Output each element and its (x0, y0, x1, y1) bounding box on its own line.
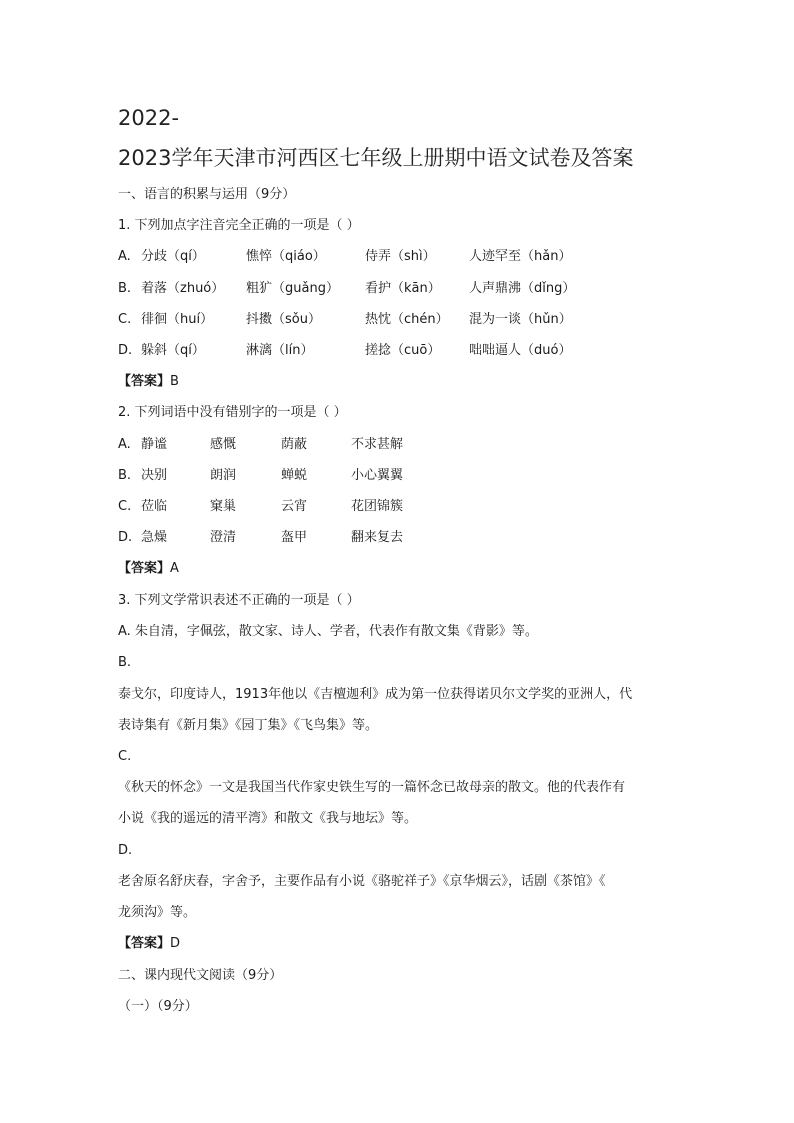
q3-option-d-line-2: 龙须沟》等。 (118, 905, 197, 920)
option-item: 荫蔽 (281, 437, 308, 452)
q2-answer (118, 559, 179, 579)
option-item: 着落（zhuó） (141, 281, 225, 296)
q3-option-d-letter: D. (118, 843, 133, 858)
option-letter: C. (118, 312, 132, 327)
q3-option-b-line-1: 泰戈尔，印度诗人，1913年他以《吉檀迦利》成为第一位获得诺贝尔文学奖的亚洲人，代 (118, 687, 633, 702)
option-item: 侍弄（shì） (365, 249, 436, 264)
option-item: 小心翼翼 (351, 468, 404, 483)
option-item: 抖擞（sǒu） (246, 312, 321, 327)
option-item: 感慨 (210, 437, 237, 452)
option-item: 不求甚解 (351, 437, 404, 452)
q3-option-c-line-2: 小说《我的遥远的清平湾》和散文《我与地坛》等。 (118, 811, 418, 826)
option-letter: A. (118, 437, 131, 452)
title-line-2: 2023学年天津市河西区七年级上册期中语文试卷及答案 (118, 146, 634, 170)
option-letter: B. (118, 468, 132, 483)
option-item: 花团锦簇 (351, 499, 404, 514)
option-item: 憔悴（qiáo） (246, 249, 326, 264)
q3-option-c-line-1: 《秋天的怀念》一文是我国当代作家史铁生写的一篇怀念已故母亲的散文。他的代表作有 (118, 780, 626, 795)
subsection-1-heading: （一）（9分） (118, 999, 198, 1014)
q3-answer (118, 934, 180, 954)
answer-label: 【答案】 (118, 374, 171, 389)
q3-option-b-line-2: 表诗集有《新月集》《园丁集》《飞鸟集》等。 (118, 718, 379, 733)
q3-option-d-line-1: 老舍原名舒庆春，字舍予，主要作品有小说《骆驼祥子》《京华烟云》，话剧《茶馆》《 (118, 874, 606, 889)
option-letter: C. (118, 499, 132, 514)
option-item: 急燥 (141, 530, 168, 545)
option-letter: D. (118, 343, 133, 358)
q3-option-b-letter: B. (118, 655, 132, 670)
option-item: 翻来复去 (351, 530, 404, 545)
option-item: 淋漓（lín） (246, 343, 314, 358)
option-letter: A. (118, 249, 131, 264)
q1-stem: 1. 下列加点字注音完全正确的一项是（ ） (118, 218, 360, 233)
answer-label: 【答案】 (118, 936, 171, 951)
option-item: 静谧 (141, 437, 168, 452)
option-letter: B. (118, 281, 132, 296)
option-item: 窠巢 (210, 499, 237, 514)
option-item: 徘徊（huí） (141, 312, 214, 327)
option-item: 人迹罕至（hǎn） (469, 249, 572, 264)
section-2-heading: 二、课内现代文阅读（9分） (118, 968, 283, 983)
q3-stem: 3. 下列文学常识表述不正确的一项是（ ） (118, 593, 360, 608)
option-item: 澄清 (210, 530, 237, 545)
option-item: 盔甲 (281, 530, 308, 545)
option-item: 热忱（chén） (365, 312, 449, 327)
answer-value: D (170, 936, 181, 951)
option-letter: D. (118, 530, 133, 545)
option-item: 咄咄逼人（duó） (469, 343, 572, 358)
option-item: 搓捻（cuō） (365, 343, 441, 358)
option-item: 决别 (141, 468, 168, 483)
title-line-1: 2022- (118, 106, 180, 130)
option-item: 混为一谈（hǔn） (469, 312, 572, 327)
option-item: 粗犷（guǎng） (246, 281, 339, 296)
option-item: 分歧（qí） (141, 249, 205, 264)
q3-option-a: A. 朱自清，字佩弦，散文家、诗人、学者，代表作有散文集《背影》等。 (118, 624, 538, 639)
option-item: 躲斜（qí） (141, 343, 205, 358)
option-item: 云宵 (281, 499, 308, 514)
section-1-heading: 一、语言的积累与运用（9分） (118, 187, 296, 202)
option-item: 蝉蜕 (281, 468, 308, 483)
answer-value: A (170, 561, 179, 576)
option-item: 朗润 (210, 468, 237, 483)
answer-value: B (170, 374, 179, 389)
q3-option-c-letter: C. (118, 749, 132, 764)
option-item: 莅临 (141, 499, 168, 514)
answer-label: 【答案】 (118, 561, 171, 576)
option-item: 人声鼎沸（dǐng） (469, 281, 576, 296)
q2-stem: 2. 下列词语中没有错别字的一项是（ ） (118, 405, 347, 420)
q1-answer (118, 372, 179, 392)
option-item: 看护（kān） (365, 281, 441, 296)
